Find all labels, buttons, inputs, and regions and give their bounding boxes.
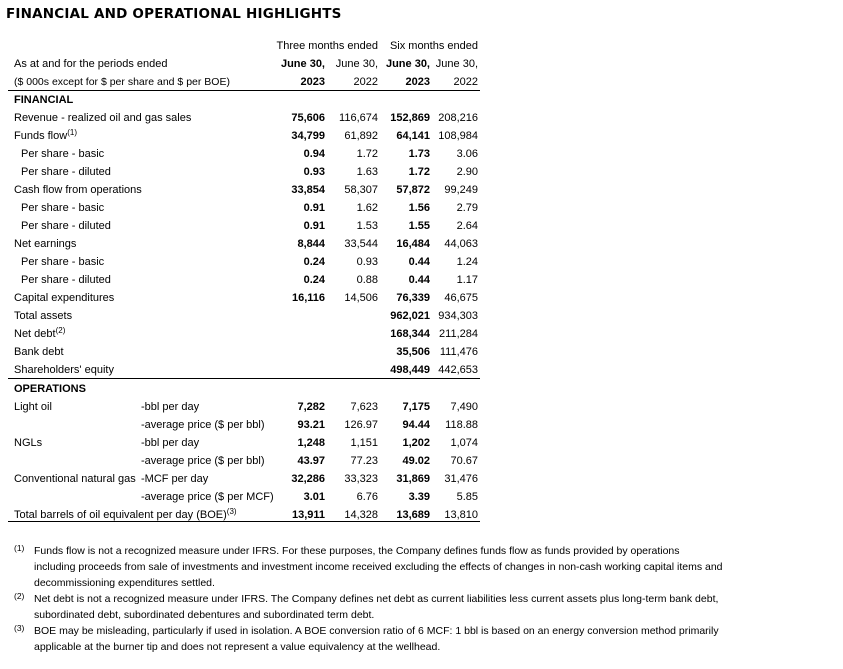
row-value-2: 962,021 [390,310,430,322]
total-boe-value-0: 13,911 [291,509,325,521]
table-row [8,470,480,488]
footnote-line: Funds flow is not a recognized measure under IFRS. For these purposes, the Company defines funds flow as funds provided by operations [34,545,680,557]
row-value-0: 0.24 [303,274,325,286]
row-sublabel: -average price ($ per bbl) [141,419,265,431]
row-value-2: 7,175 [402,401,430,413]
row-value-3: 211,284 [439,328,478,340]
page-title: FINANCIAL AND OPERATIONAL HIGHLIGHTS [6,6,342,22]
row-value-1: 1,151 [350,437,378,449]
header-year-1: 2022 [353,76,378,88]
row-label: Per share - diluted [21,274,111,286]
section-financial [8,91,480,109]
table-row [8,488,480,506]
table-row [8,307,480,325]
row-value-1: 33,323 [344,473,378,485]
row-value-2: 1.55 [408,220,430,232]
row-value-1: 6.76 [356,491,378,503]
footnote-number: (1) [14,543,25,553]
row-sublabel: -bbl per day [141,401,200,413]
row-value-3: 46,675 [444,292,478,304]
row-value-2: 1.73 [408,148,430,160]
row-value-3: 208,216 [438,112,478,124]
table-row [8,434,480,452]
row-value-0: 43.97 [297,455,325,467]
row-value-1: 0.93 [356,256,378,268]
table-row [8,361,480,379]
row-value-3: 1.24 [456,256,478,268]
footnote-line: including proceeds from sale of investments and investment income received excluding the effects of changes in non-cash working capital items and [34,561,723,573]
row-value-0: 1,248 [297,437,325,449]
row-label: Bank debt [14,346,64,358]
header-col-0: June 30, [280,58,325,70]
row-value-3: 934,303 [438,310,478,322]
row-value-1: 0.88 [356,274,378,286]
row-value-1: 1.63 [356,166,378,178]
row-value-3: 2.79 [456,202,478,214]
footnote [14,591,774,623]
row-value-2: 3.39 [408,491,430,503]
footnote-number: (3) [14,623,25,633]
total-boe-value-2: 13,689 [396,509,430,521]
highlights-table [8,37,480,524]
row-value-1: 1.62 [356,202,378,214]
row-value-1: 7,623 [350,401,378,413]
table-row [8,127,480,145]
row-value-3: 2.64 [456,220,478,232]
row-value-0: 8,844 [297,238,325,250]
section-operations-label: OPERATIONS [14,383,86,395]
row-label: Capital expenditures [14,292,115,304]
table-row [8,109,480,127]
row-value-2: 152,869 [390,112,430,124]
table-row [8,271,480,289]
table-row [8,289,480,307]
section-financial-label: FINANCIAL [14,94,74,106]
header-divider [8,90,480,91]
row-label: Per share - basic [21,256,105,268]
header-label-units: ($ 000s except for $ per share and $ per BOE) [14,76,230,88]
footnote-line: applicable at the burner tip and does not represent a value equivalency at the wellhead. [34,641,441,653]
row-value-3: 5.85 [456,491,478,503]
row-label: Cash flow from operations [14,184,142,196]
row-value-3: 3.06 [456,148,478,160]
table-row [8,217,480,235]
row-value-0: 75,606 [291,112,325,124]
row-sublabel: -bbl per day [141,437,200,449]
total-boe-value-3: 13,810 [444,509,478,521]
footnote [14,623,774,655]
table-row [8,253,480,271]
footnote-line: decommissioning expenditures settled. [34,577,215,589]
row-value-2: 498,449 [390,364,430,376]
table-row [8,163,480,181]
header-col-1: June 30, [335,58,378,70]
row-value-3: 1.17 [456,274,478,286]
footnote-line: subordinated debt, subordinated debentures and subordinated term debt. [34,609,375,621]
row-value-3: 44,063 [444,238,478,250]
table-row [8,325,480,343]
row-value-2: 0.44 [408,274,430,286]
row-value-2: 0.44 [408,256,430,268]
row-label: Light oil [14,401,52,413]
row-value-3: 108,984 [438,130,478,142]
row-label: Per share - basic [21,148,105,160]
row-value-0: 0.24 [303,256,325,268]
footnote-number: (2) [14,591,25,601]
row-value-3: 31,476 [444,473,478,485]
row-value-0: 16,116 [291,292,325,304]
row-label: Per share - diluted [21,220,111,232]
financial-divider [8,378,480,379]
header-row-groups [8,37,480,55]
row-value-1: 77.23 [350,455,378,467]
header-col-2: June 30, [385,58,430,70]
row-label: Per share - diluted [21,166,111,178]
header-label-periods: As at and for the periods ended [14,58,168,70]
row-label: Per share - basic [21,202,105,214]
row-value-3: 99,249 [444,184,478,196]
row-value-2: 1,202 [402,437,430,449]
row-sublabel: -average price ($ per bbl) [141,455,265,467]
row-value-1: 58,307 [344,184,378,196]
header-six-months: Six months ended [389,40,478,52]
header-year-3: 2022 [453,76,478,88]
row-value-1: 1.72 [356,148,378,160]
footnote [14,543,774,591]
row-value-2: 76,339 [396,292,430,304]
section-operations [8,380,480,398]
table-row [8,343,480,361]
row-value-3: 70.67 [450,455,478,467]
row-value-0: 7,282 [297,401,325,413]
row-label: Conventional natural gas [14,473,136,485]
row-label: Funds flow$^{(1)}$ [14,128,77,142]
header-col-3: June 30, [435,58,478,70]
row-value-1: 126.97 [344,419,378,431]
row-label: Revenue - realized oil and gas sales [14,112,192,124]
row-sublabel: -MCF per day [141,473,209,485]
header-three-months: Three months ended [276,40,378,52]
row-value-1: 33,544 [344,238,378,250]
row-value-3: 118.88 [445,419,478,431]
row-value-2: 31,869 [396,473,430,485]
table-row [8,416,480,434]
header-row-dates [8,55,480,73]
row-value-1: 1.53 [356,220,378,232]
total-boe-value-1: 14,328 [344,509,378,521]
operations-divider [8,521,480,522]
table-row [8,452,480,470]
row-value-1: 14,506 [344,292,378,304]
row-value-0: 34,799 [291,130,325,142]
row-value-2: 1.56 [408,202,430,214]
row-value-0: 3.01 [303,491,325,503]
row-value-0: 32,286 [291,473,325,485]
header-year-0: 2023 [300,76,325,88]
header-row-years [8,73,480,91]
row-value-2: 64,141 [396,130,430,142]
row-label: NGLs [14,437,43,449]
footnote-line: Net debt is not a recognized measure under IFRS. The Company defines net debt as current liabilities less current assets plus long-term bank debt, [34,593,719,605]
footnote-line: BOE may be misleading, particularly if used in isolation. A BOE conversion ratio of 6 MCF: 1 bbl is based on an energy conversion method primarily [34,625,719,637]
footnotes [14,543,774,655]
row-value-2: 94.44 [402,419,430,431]
row-value-0: 33,854 [291,184,325,196]
table-row [8,199,480,217]
row-value-3: 1,074 [450,437,478,449]
row-value-3: 111,476 [439,346,478,358]
table-row [8,145,480,163]
row-value-3: 2.90 [456,166,478,178]
row-value-0: 93.21 [297,419,325,431]
row-value-0: 0.91 [303,220,325,232]
row-value-0: 0.94 [303,148,325,160]
table-row [8,398,480,416]
row-value-1: 116,674 [339,112,378,124]
row-value-3: 442,653 [438,364,478,376]
row-value-1: 61,892 [344,130,378,142]
row-value-2: 57,872 [396,184,430,196]
row-label: Net earnings [14,238,77,250]
total-boe-label: Total barrels of oil equivalent per day (BOE)$^{(3)}$ [14,507,237,521]
row-label: Net debt$^{(2)}$ [14,326,66,340]
row-value-2: 35,506 [396,346,430,358]
row-label: Shareholders' equity [14,364,114,376]
row-value-3: 7,490 [450,401,478,413]
table-row [8,181,480,199]
row-label: Total assets [14,310,73,322]
row-value-0: 0.91 [303,202,325,214]
row-value-2: 1.72 [408,166,430,178]
table-row [8,235,480,253]
row-value-2: 49.02 [402,455,430,467]
row-value-2: 16,484 [396,238,430,250]
row-sublabel: -average price ($ per MCF) [141,491,274,503]
row-value-0: 0.93 [303,166,325,178]
row-value-2: 168,344 [390,328,430,340]
header-year-2: 2023 [405,76,430,88]
